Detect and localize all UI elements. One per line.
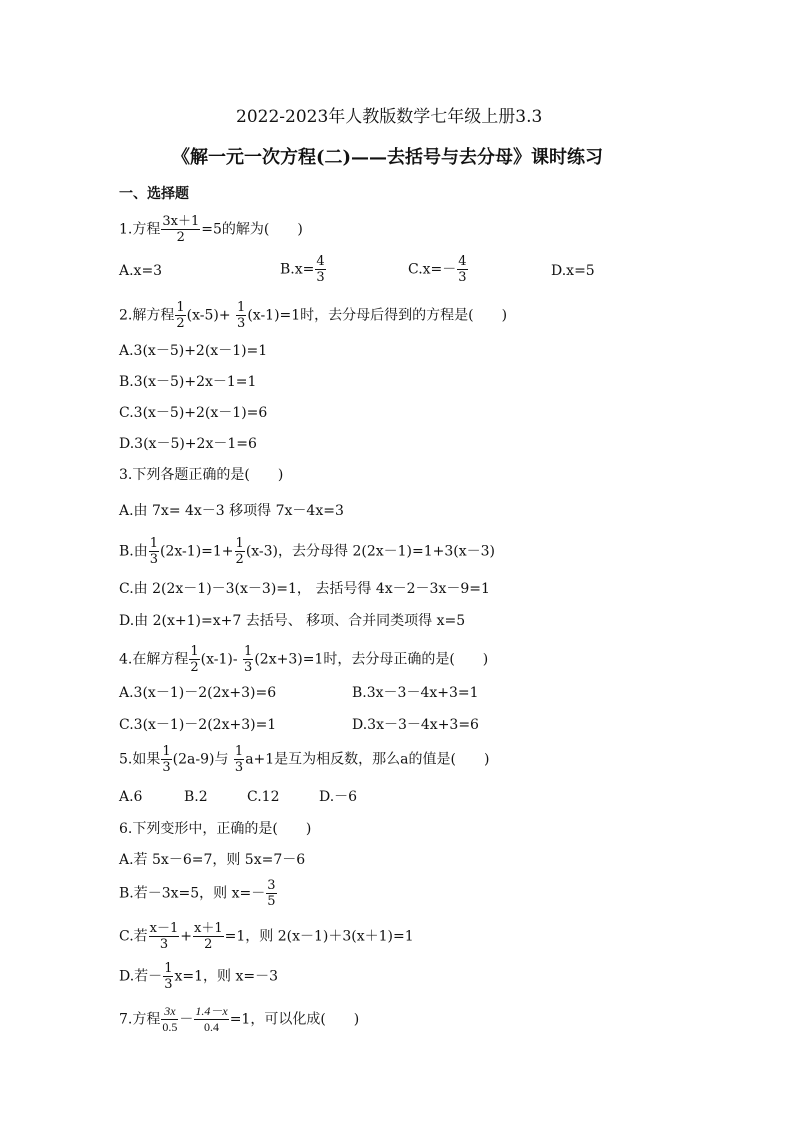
question-4-suffix: (2x+3)=1时，去分母正确的是( ) — [254, 651, 489, 668]
question-1 — [119, 214, 303, 245]
q5-option-c: C.12 — [247, 789, 280, 805]
q5-option-a: A.6 — [119, 789, 143, 805]
q1-option-b — [280, 254, 327, 285]
q1-option-d: D.x=5 — [551, 263, 595, 279]
question-7-suffix: =1，可以化成( ) — [229, 1011, 360, 1028]
fraction-denominator: 3 — [234, 760, 244, 775]
q2-option-a: A.3(x－5)+2(x－1)=1 — [119, 343, 268, 359]
fraction-numerator: 1 — [237, 300, 246, 315]
fraction-numerator: 3x — [164, 1004, 176, 1018]
fraction-denominator: 3 — [237, 316, 246, 331]
q1-option-a: A.x=3 — [119, 263, 163, 279]
question-7 — [119, 1004, 359, 1035]
q6-option-c-middle: + — [180, 928, 193, 945]
q3-option-b-fraction-2 — [235, 536, 245, 567]
fraction-denominator: 0.4 — [194, 1019, 228, 1035]
fraction-denominator: 3 — [244, 660, 253, 675]
q2-option-b: B.3(x－5)+2x－1=1 — [119, 374, 257, 390]
question-5 — [119, 744, 489, 775]
fraction-numerator: 4 — [316, 254, 325, 269]
question-5-suffix: a+1是互为相反数，那么a的值是( ) — [245, 751, 490, 768]
option-b-fraction — [315, 254, 325, 285]
question-5-fraction-1 — [161, 744, 171, 775]
q6-option-c-suffix: =1，则 2(x－1)＋3(x＋1)=1 — [224, 928, 414, 945]
question-2-suffix: (x-1)=1时，去分母后得到的方程是( ) — [247, 307, 508, 324]
question-7-middle: － — [179, 1011, 194, 1028]
option-c-prefix: C.x=－ — [408, 261, 457, 278]
q2-option-d: D.3(x－5)+2x－1=6 — [119, 436, 257, 452]
question-2-fraction-2 — [236, 300, 246, 331]
q4-option-d: D.3x－3－4x+3=6 — [352, 717, 479, 733]
question-4-fraction-2 — [243, 644, 253, 675]
q5-option-d: D.－6 — [319, 789, 358, 805]
fraction-numerator: 1 — [149, 536, 159, 551]
q1-option-c — [408, 254, 469, 285]
question-6: 6.下列变形中，正确的是( ) — [119, 821, 312, 837]
question-5-middle: (2a-9)与 — [172, 751, 233, 768]
q6-option-d-prefix: D.若－ — [119, 968, 163, 985]
question-1-suffix: =5的解为( ) — [201, 221, 303, 238]
section-heading: 一、选择题 — [119, 186, 189, 202]
q6-option-c-prefix: C.若 — [119, 928, 148, 945]
fraction-numerator: 1 — [164, 961, 173, 976]
q3-option-a: A.由 7x= 4x－3 移项得 7x－4x=3 — [119, 503, 344, 519]
fraction-denominator: 3 — [149, 552, 159, 567]
fraction-denominator: 2 — [193, 936, 224, 952]
fraction-numerator: x＋1 — [194, 921, 223, 936]
q6-option-d-suffix: x=1，则 x=－3 — [174, 968, 278, 985]
question-7-fraction-1 — [161, 1004, 178, 1035]
q4-option-b: B.3x－3－4x+3=1 — [352, 685, 479, 701]
fraction-numerator: 3 — [267, 878, 276, 893]
question-2-middle: (x-5)+ — [186, 307, 236, 324]
fraction-denominator: 3 — [149, 936, 180, 952]
document-subtitle: 《解一元一次方程(二)——去括号与去分母》课时练习 — [172, 147, 604, 168]
q6-option-c-fraction-1 — [149, 921, 180, 952]
q6-option-b-fraction — [266, 878, 276, 909]
fraction-numerator: 1 — [162, 744, 171, 759]
fraction-numerator: 1 — [176, 300, 185, 315]
question-3: 3.下列各题正确的是( ) — [119, 467, 284, 483]
question-7-fraction-2 — [194, 1004, 228, 1035]
fraction-numerator: 1 — [234, 744, 244, 759]
question-7-prefix: 7.方程 — [119, 1011, 161, 1028]
fraction-denominator: 2 — [235, 552, 244, 567]
fraction-numerator: 1 — [235, 536, 244, 551]
q3-option-c: C.由 2(2x－1)－3(x－3)=1， 去括号得 4x－2－3x－9=1 — [119, 581, 490, 597]
q3-option-b-suffix: (x-3)，去分母得 2(2x－1)=1+3(x－3) — [245, 543, 496, 560]
question-4 — [119, 644, 488, 675]
question-1-fraction — [161, 214, 200, 245]
question-2-prefix: 2.解方程 — [119, 307, 175, 324]
option-b-prefix: B.x= — [280, 261, 315, 278]
question-4-prefix: 4.在解方程 — [119, 651, 189, 668]
fraction-numerator: 3x＋1 — [162, 214, 200, 229]
question-2-fraction-1 — [175, 300, 185, 331]
q3-option-b-fraction-1 — [149, 536, 159, 567]
q6-option-d-fraction — [163, 961, 173, 992]
q3-option-b — [119, 536, 495, 567]
q4-option-a: A.3(x－1)－2(2x+3)=6 — [119, 685, 277, 701]
fraction-denominator: 2 — [176, 316, 185, 331]
fraction-denominator: 3 — [164, 977, 173, 992]
q5-option-b: B.2 — [184, 789, 208, 805]
question-5-prefix: 5.如果 — [119, 751, 161, 768]
q6-option-a: A.若 5x－6=7，则 5x=7－6 — [119, 852, 306, 868]
q6-option-b-prefix: B.若－3x=5，则 x=－ — [119, 885, 266, 902]
question-2 — [119, 300, 507, 331]
q3-option-b-middle: (2x-1)=1+ — [160, 543, 234, 560]
fraction-denominator: 0.5 — [162, 1020, 178, 1034]
question-4-fraction-1 — [189, 644, 199, 675]
fraction-numerator: 4 — [458, 254, 467, 269]
q6-option-c — [119, 921, 414, 952]
fraction-denominator: 3 — [162, 760, 171, 775]
question-1-prefix: 1.方程 — [119, 221, 161, 238]
q3-option-d: D.由 2(x+1)=x+7 去括号、 移项、合并同类项得 x=5 — [119, 613, 466, 629]
question-5-fraction-2 — [234, 744, 244, 775]
q6-option-b — [119, 878, 278, 909]
question-4-middle: (x-1)- — [200, 651, 243, 668]
fraction-numerator: 1.4－x — [195, 1004, 228, 1018]
fraction-denominator: 2 — [161, 229, 200, 245]
fraction-denominator: 3 — [458, 270, 467, 285]
option-c-fraction — [457, 254, 467, 285]
q2-option-c: C.3(x－5)+2(x－1)=6 — [119, 405, 268, 421]
fraction-denominator: 2 — [190, 660, 199, 675]
fraction-denominator: 3 — [316, 270, 325, 285]
q6-option-d — [119, 961, 278, 992]
q3-option-b-prefix: B.由 — [119, 543, 148, 560]
document-title: 2022-2023年人教版数学七年级上册3.3 — [236, 107, 543, 127]
q4-option-c: C.3(x－1)－2(2x+3)=1 — [119, 717, 277, 733]
q6-option-c-fraction-2 — [193, 921, 224, 952]
fraction-numerator: x－1 — [149, 921, 179, 936]
fraction-denominator: 5 — [267, 894, 276, 909]
fraction-numerator: 1 — [244, 644, 253, 659]
fraction-numerator: 1 — [190, 644, 199, 659]
